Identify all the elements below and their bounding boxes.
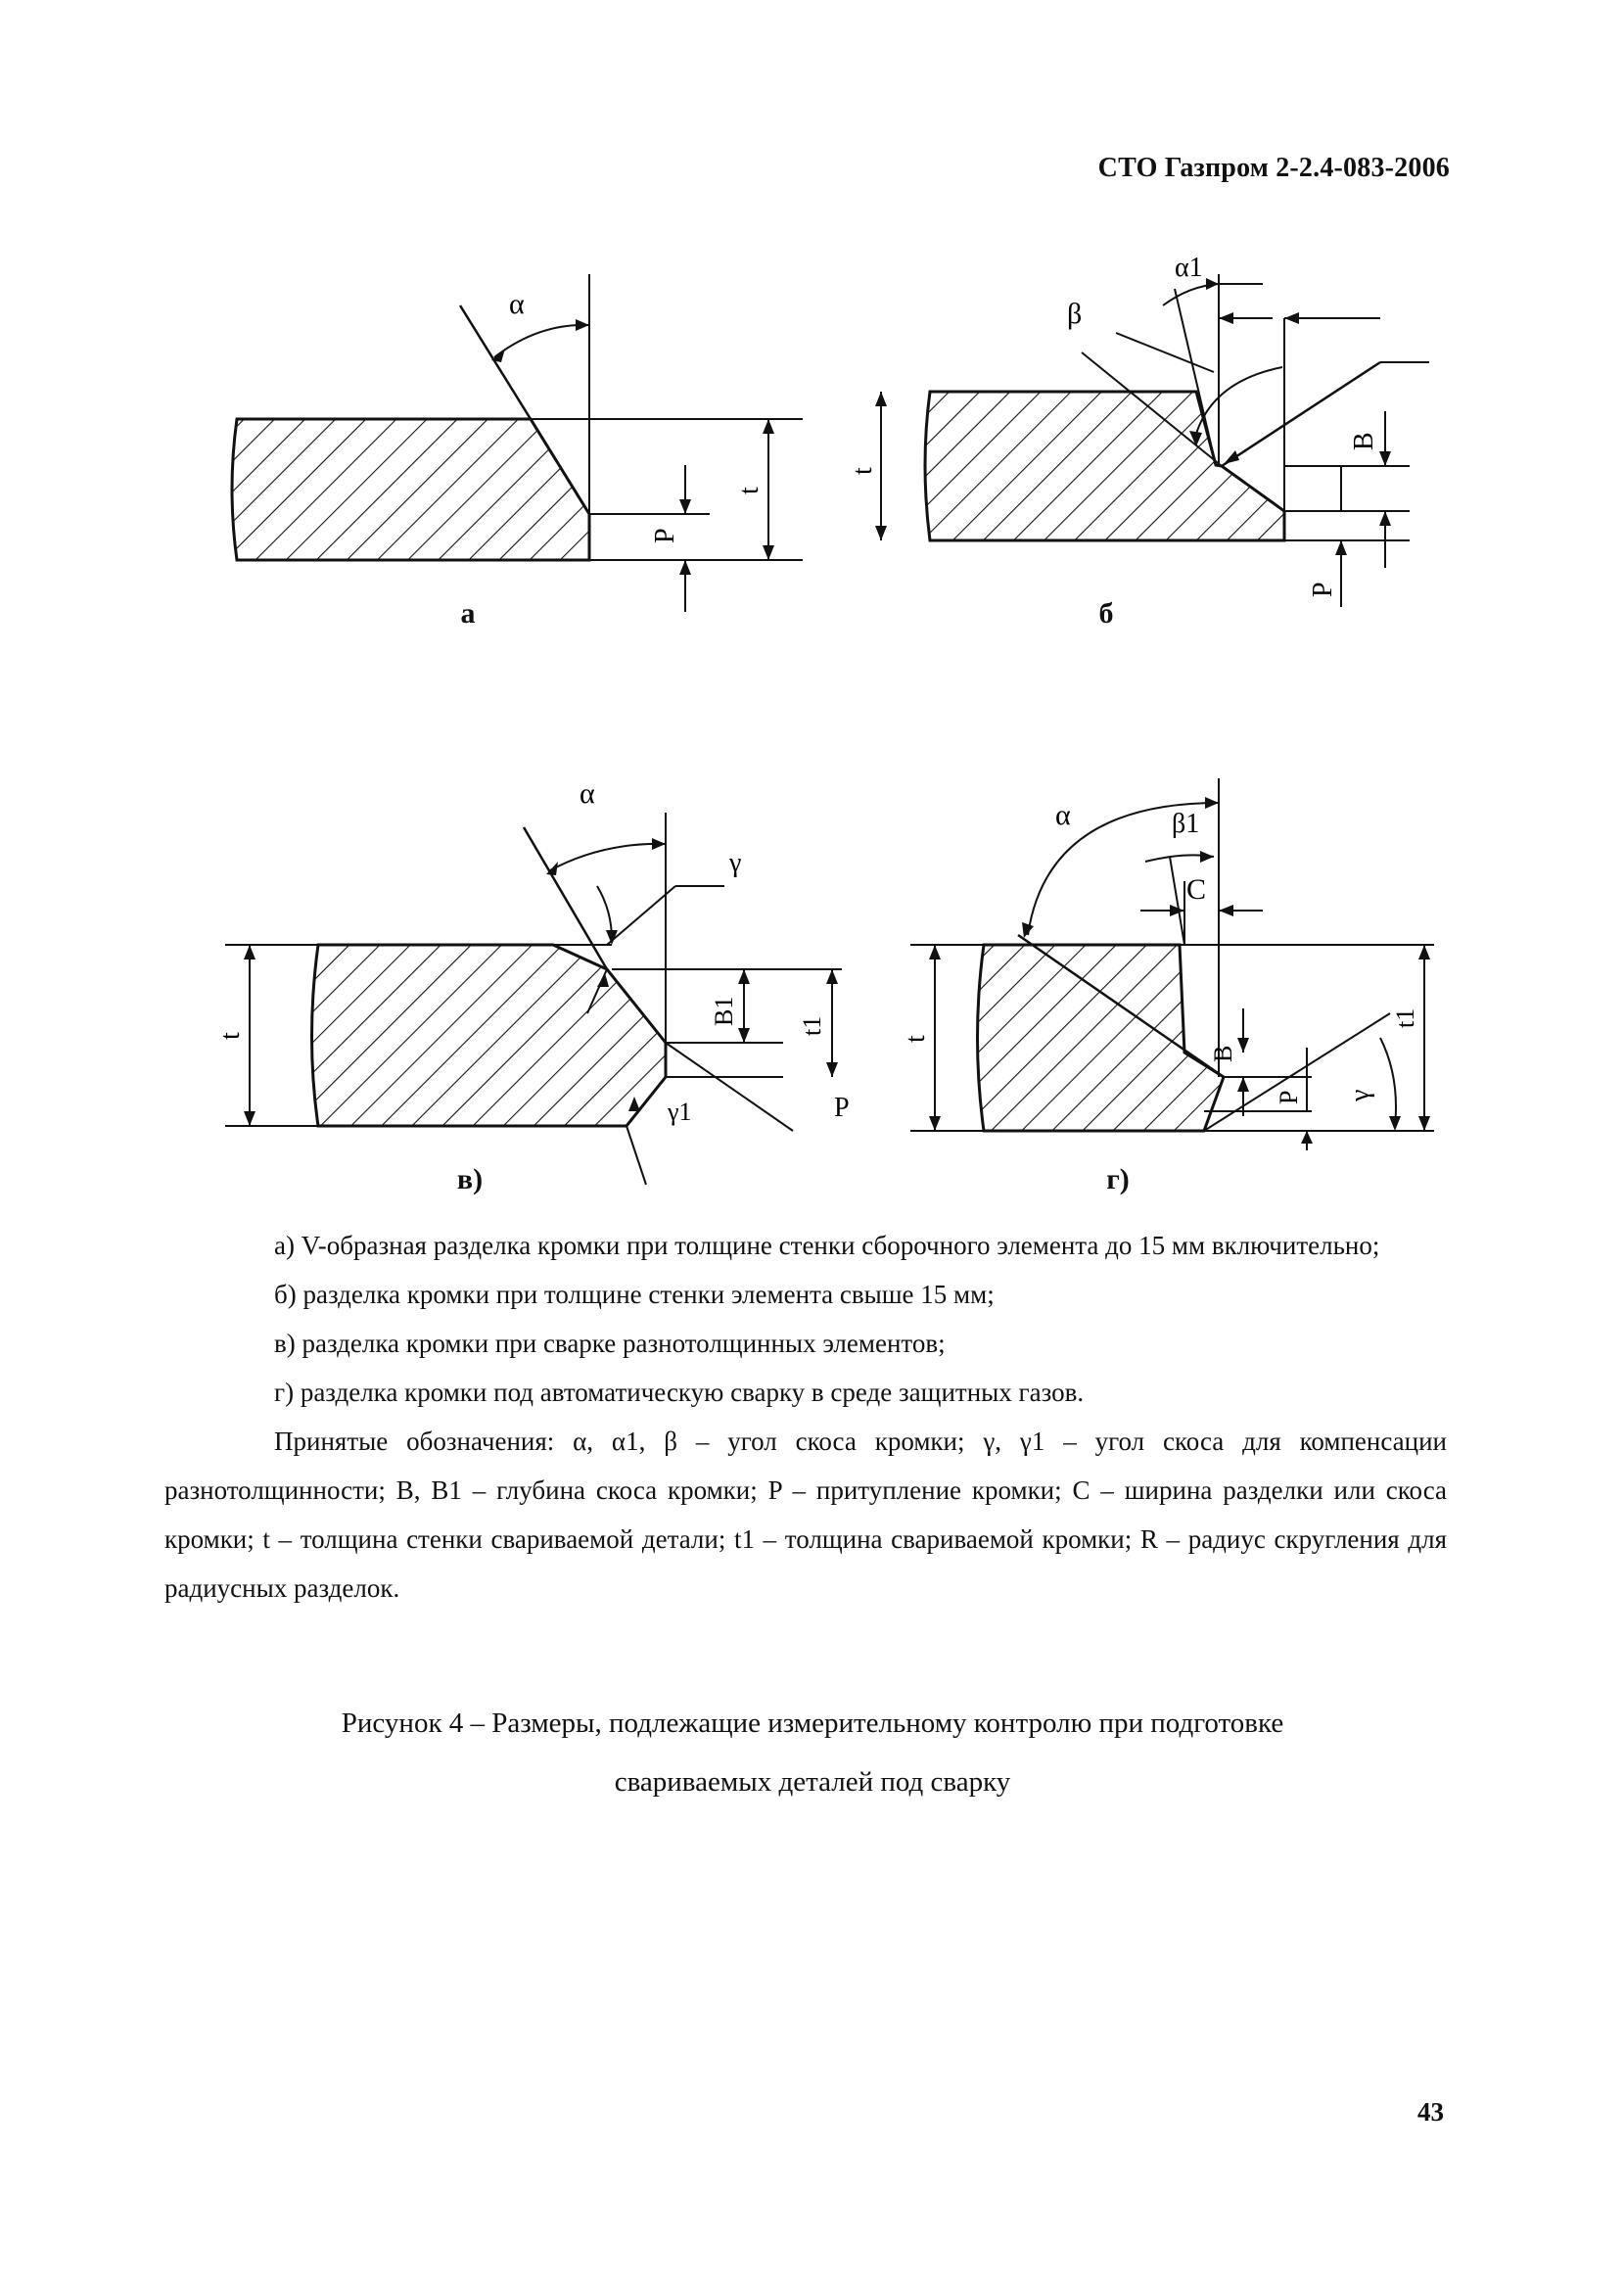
figure-a-drawing bbox=[215, 264, 822, 627]
plate-section bbox=[312, 945, 667, 1126]
caption-line-1: Рисунок 4 – Размеры, подлежащие измерительному контролю при подготовке bbox=[341, 1708, 1284, 1739]
t-symbol: t bbox=[848, 467, 878, 475]
b-symbol: B bbox=[1349, 432, 1379, 450]
description-a: а) V-образная разделка кромки при толщине стенки сборочного элемента до 15 мм включительно; bbox=[274, 1231, 1380, 1260]
alpha-symbol: α bbox=[580, 777, 595, 810]
figure-b bbox=[848, 245, 1439, 627]
p-symbol: P bbox=[834, 1093, 850, 1123]
p-symbol: P bbox=[1275, 1090, 1303, 1104]
notation-paragraph: Принятые обозначения: α, α1, β – угол скоса кромки; γ, γ1 – угол скоса для компенсации разнотолщинности; B, B1 – глубина скоса кромки; P – притупление кромки; C – ширина разделки или скоса кромки; t – толщина стенки свариваемой детали; t1 – толщина свариваемой кромки; R – радиус скругления для радиусных разделок. bbox=[164, 1427, 1447, 1603]
t1-symbol: t1 bbox=[1391, 1007, 1419, 1028]
figure-v-label: в) bbox=[456, 1163, 484, 1195]
p-symbol: P bbox=[1308, 582, 1338, 597]
figure-g bbox=[901, 764, 1449, 1155]
figure-a-label: а bbox=[460, 597, 476, 630]
description-g: г) разделка кромки под автоматическую сварку в среде защитных газов. bbox=[274, 1378, 1085, 1407]
figure-v-drawing bbox=[215, 773, 901, 1204]
description-b: б) разделка кромки при толщине стенки элемента свыше 15 мм; bbox=[274, 1280, 995, 1309]
document-code-header: СТО Газпром 2-2.4-083-2006 bbox=[1097, 153, 1450, 183]
alpha-symbol: α bbox=[1055, 799, 1071, 831]
description-v: в) разделка кромки при сварке разнотолщинных элементов; bbox=[274, 1329, 946, 1358]
beta1-symbol: β1 bbox=[1172, 809, 1200, 839]
figure-description bbox=[164, 1221, 1447, 1613]
figure-a bbox=[215, 264, 822, 627]
gamma1-symbol: γ1 bbox=[668, 1098, 692, 1126]
alpha1-symbol: α1 bbox=[1175, 253, 1203, 283]
page-number: 43 bbox=[1417, 2097, 1444, 2127]
figure-v bbox=[215, 773, 901, 1204]
c-symbol: C bbox=[1186, 873, 1207, 906]
plate-section bbox=[978, 945, 1225, 1131]
figure-b-label: б bbox=[1098, 597, 1114, 630]
beta-symbol: β bbox=[1067, 298, 1083, 330]
figure-caption bbox=[196, 1694, 1429, 1811]
plate-section bbox=[232, 419, 589, 560]
alpha-symbol: α bbox=[509, 288, 525, 320]
t1-symbol: t1 bbox=[798, 1015, 826, 1036]
b-symbol: B bbox=[1209, 1045, 1237, 1062]
figure-b-drawing bbox=[848, 245, 1439, 627]
figure-g-label: г) bbox=[1106, 1163, 1130, 1195]
figure-g-drawing bbox=[901, 764, 1449, 1155]
b1-symbol: B1 bbox=[710, 996, 738, 1026]
t-symbol: t bbox=[215, 1032, 246, 1040]
t-symbol: t bbox=[734, 487, 765, 494]
plate-section bbox=[925, 392, 1284, 540]
t-symbol: t bbox=[901, 1035, 931, 1043]
gamma-symbol: γ bbox=[1345, 1089, 1375, 1101]
p-symbol: P bbox=[650, 528, 680, 543]
caption-line-2: свариваемых деталей под сварку bbox=[614, 1766, 1011, 1798]
gamma-symbol: γ bbox=[729, 848, 742, 878]
